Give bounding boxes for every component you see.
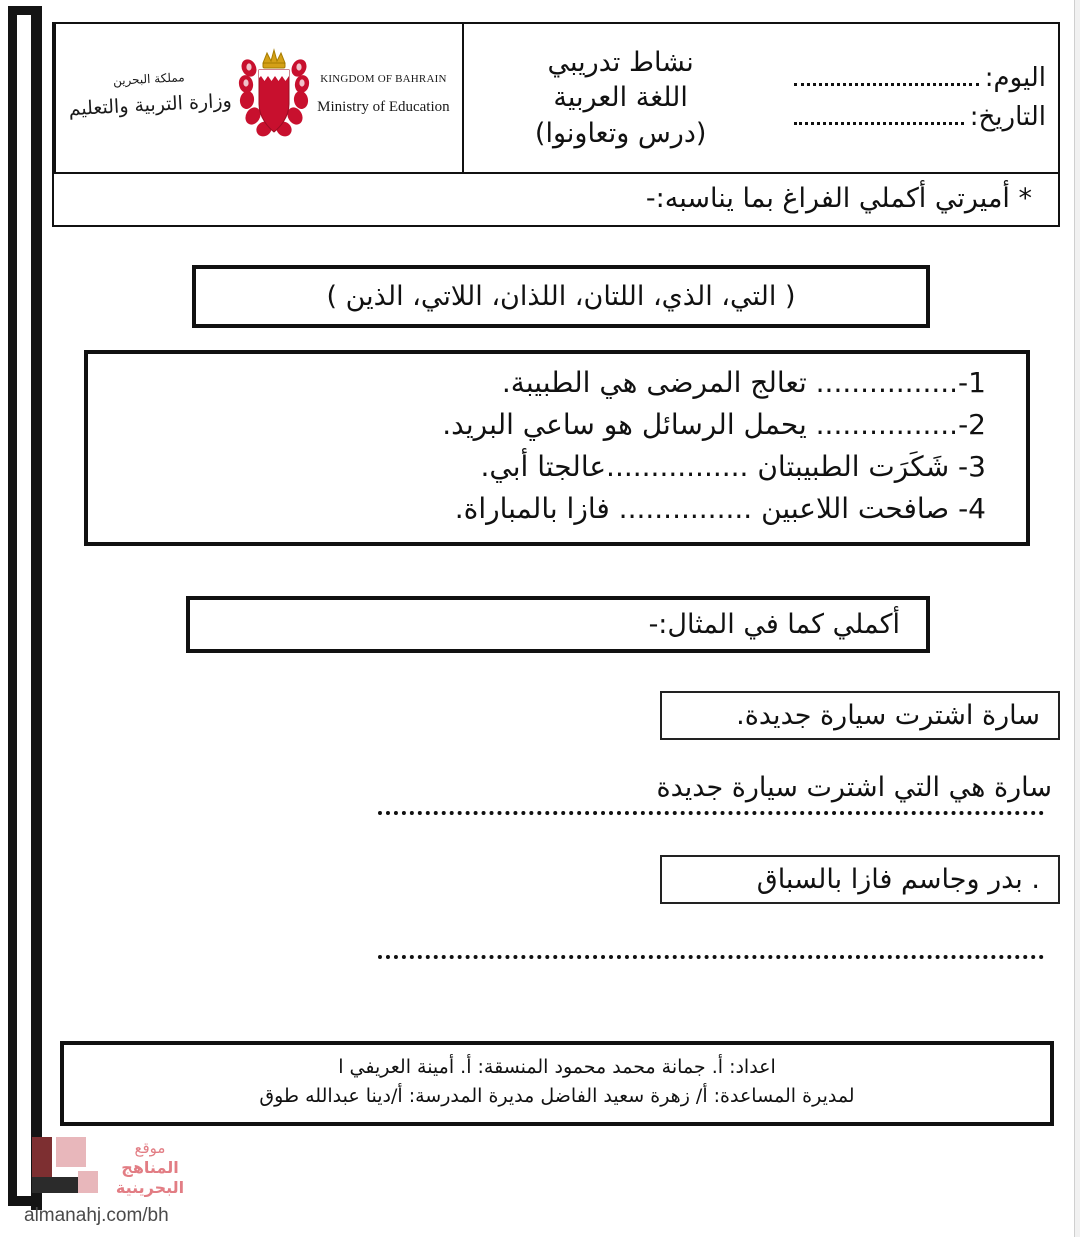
question-item[interactable]: 3- شَكَرَت الطبيبتان ................عالجتا أبي.	[480, 450, 986, 483]
watermark-arabic-line1: موقع	[134, 1139, 166, 1157]
question-item[interactable]: 4- صافحت اللاعبين ............... فازا بالمباراة.	[454, 492, 986, 525]
question-item[interactable]: 2-................ يحمل الرسائل هو ساعي البريد.	[442, 408, 986, 441]
kingdom-label-ar: مملكة البحرين	[112, 70, 185, 88]
example-answer-1[interactable]: سارة هي التي اشترت سيارة جديدة	[656, 772, 1052, 803]
worksheet-body	[52, 22, 1060, 1182]
binding-bar-outer	[8, 6, 17, 1206]
watermark-url: almanahj.com/bh	[24, 1205, 169, 1226]
date-row	[790, 98, 1046, 137]
activity-title: نشاط تدريبي	[547, 46, 694, 78]
binding-bar-inner	[31, 14, 42, 1210]
header-logo-cell	[54, 24, 462, 172]
date-label: التاريخ:	[969, 102, 1046, 132]
instruction-two-box: أكملي كما في المثال:-	[186, 596, 930, 653]
subject-title: اللغة العربية	[553, 82, 688, 114]
site-watermark	[18, 1131, 258, 1231]
footer-line-principals: لمديرة المساعدة: أ/ زهرة سعيد الفاضل مديرة المدرسة: أ/دينا عبدالله طوق	[259, 1085, 855, 1108]
header-table	[52, 22, 1060, 174]
header-title-cell	[462, 24, 778, 172]
ministry-label-ar: وزارة التربية والتعليم	[68, 89, 233, 121]
watermark-arabic-line2: المناهج البحرينية	[115, 1157, 185, 1197]
ministry-label-en: Ministry of Education	[317, 98, 450, 115]
question-item[interactable]: 1-................ تعالج المرضى هي الطبيبة.	[501, 366, 986, 399]
footer-line-preparers: اعداد: أ. جمانة محمد محمود المنسقة: أ. أمينة العريفي ا	[338, 1056, 776, 1078]
watermark-shape-b	[56, 1137, 86, 1167]
ministry-logo-english	[317, 73, 449, 116]
header-meta-cell	[778, 24, 1058, 172]
ministry-logo-arabic	[67, 68, 232, 120]
footer-credits-box	[60, 1041, 1054, 1126]
day-blank-line[interactable]	[794, 76, 979, 86]
day-row	[790, 59, 1046, 98]
kingdom-label-en: KINGDOM OF BAHRAIN	[320, 72, 447, 85]
watermark-arabic	[90, 1139, 210, 1198]
example-prompt-2: . بدر وجاسم فازا بالسباق	[660, 855, 1060, 904]
answer-dotted-line-2[interactable]	[378, 955, 1044, 959]
day-label: اليوم:	[984, 63, 1046, 93]
binding-cap-top	[8, 6, 42, 15]
instruction-one: * أميرتي أكملي الفراغ بما يناسبه:-	[52, 174, 1060, 227]
scan-edge-right	[1074, 0, 1080, 1237]
date-blank-line[interactable]	[794, 115, 964, 125]
examples-area	[52, 683, 1060, 1003]
answer-dotted-line-1[interactable]	[378, 811, 1044, 815]
word-bank-box: ( التي، الذي، اللتان، اللذان، اللاتي، الذين )	[192, 265, 930, 328]
almanahj-logo-icon	[32, 1137, 98, 1199]
lesson-title: (درس وتعاونوا)	[534, 117, 707, 149]
example-prompt-1: سارة اشترت سيارة جديدة.	[660, 691, 1060, 740]
questions-box	[84, 350, 1030, 546]
ministry-logo	[68, 42, 450, 146]
bahrain-coat-of-arms-icon	[237, 42, 311, 146]
